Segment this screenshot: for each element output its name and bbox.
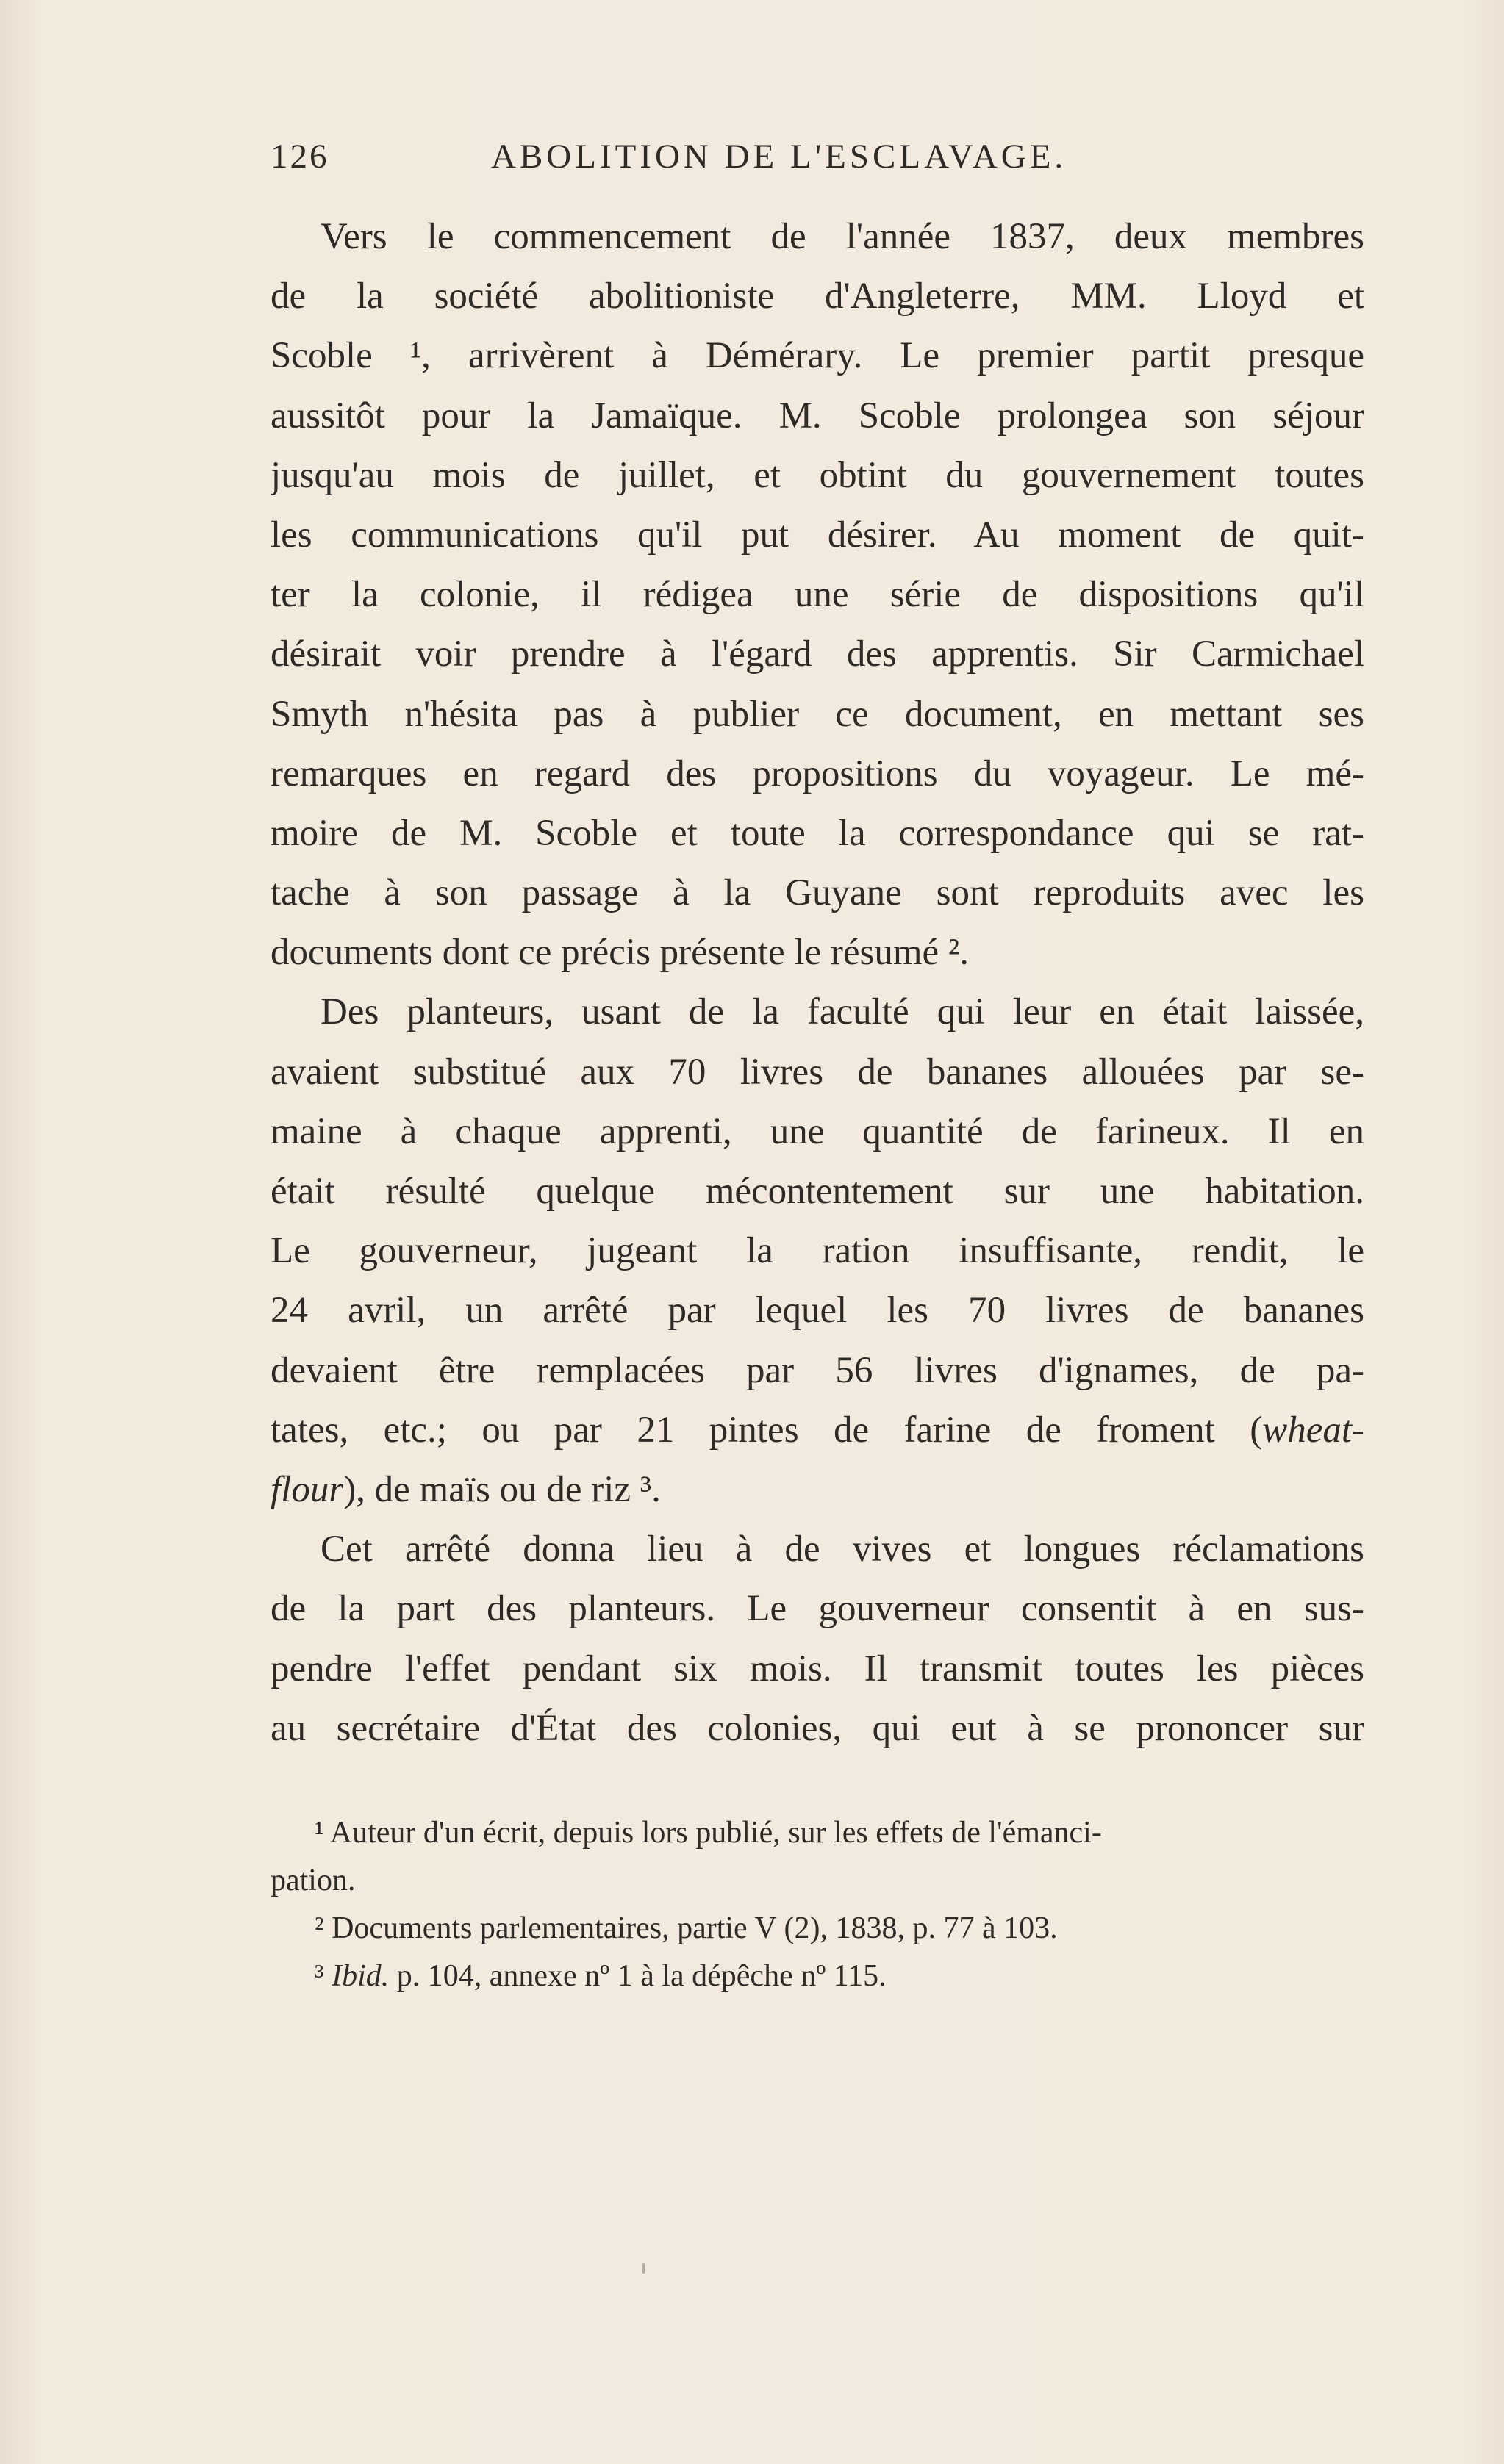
text-line: devaient être remplacées par 56 livres d'ignames, de pa- bbox=[271, 1349, 1364, 1391]
text-line-with-italic bbox=[271, 1401, 1364, 1460]
text-line: aussitôt pour la Jamaïque. M. Scoble prolongea son séjour bbox=[271, 395, 1364, 437]
text-segment: p. 104, annexe nº 1 à la dépêche nº 115. bbox=[389, 1959, 887, 1993]
text-line: Cet arrêté donna lieu à de vives et longues réclamations bbox=[321, 1529, 1364, 1570]
paper-speck bbox=[642, 2263, 645, 2274]
footnote-1: ¹ Auteur d'un écrit, depuis lors publié, sur les effets de l'émanci- bbox=[315, 1816, 1102, 1850]
text-line: jusqu'au mois de juillet, et obtint du gouvernement toutes bbox=[271, 454, 1364, 496]
text-line: au secrétaire d'État des colonies, qui eut à se prononcer sur bbox=[271, 1707, 1364, 1749]
text-line: remarques en regard des propositions du voyageur. Le mé- bbox=[271, 753, 1364, 794]
text-line: Smyth n'hésita pas à publier ce document, en mettant ses bbox=[271, 693, 1364, 735]
body-text bbox=[271, 207, 1364, 1759]
running-title: ABOLITION DE L'ESCLAVAGE. bbox=[491, 137, 1067, 176]
text-segment: tates, etc.; ou par 21 pintes de farine de froment ( bbox=[271, 1409, 1263, 1451]
text-line: de la société abolitioniste d'Angleterre, MM. Lloyd et bbox=[271, 276, 1364, 317]
text-line: pendre l'effet pendant six mois. Il transmit toutes les pièces bbox=[271, 1648, 1364, 1689]
text-line: Scoble ¹, arrivèrent à Démérary. Le premier partit presque bbox=[271, 335, 1364, 377]
text-line: maine à chaque apprenti, une quantité de farineux. Il en bbox=[271, 1110, 1364, 1152]
text-line: Des planteurs, usant de la faculté qui leur en était laissée, bbox=[321, 991, 1364, 1033]
text-line-with-italic bbox=[271, 1460, 1364, 1520]
text-line: de la part des planteurs. Le gouverneur consentit à en sus- bbox=[271, 1588, 1364, 1630]
text-line: ter la colonie, il rédigea une série de dispositions qu'il bbox=[271, 574, 1364, 616]
italic-term: flour bbox=[271, 1468, 344, 1510]
text-line: Le gouverneur, jugeant la ration insuffisante, rendit, le bbox=[271, 1230, 1364, 1272]
text-line: moire de M. Scoble et toute la correspondance qui se rat- bbox=[271, 812, 1364, 854]
text-line: tache à son passage à la Guyane sont reproduits avec les bbox=[271, 872, 1364, 914]
text-line: les communications qu'il put désirer. Au moment de quit- bbox=[271, 514, 1364, 556]
text-line: était résulté quelque mécontentement sur une habitation. bbox=[271, 1171, 1364, 1212]
italic-term: wheat- bbox=[1262, 1409, 1364, 1451]
italic-term: Ibid. bbox=[332, 1959, 390, 1993]
footnote-2: ² Documents parlementaires, partie V (2), 1838, p. 77 à 103. bbox=[315, 1911, 1058, 1945]
text-line: Vers le commencement de l'année 1837, deux membres bbox=[321, 216, 1364, 257]
footnote-1-continued: pation. bbox=[271, 1864, 356, 1897]
text-line: désirait voir prendre à l'égard des apprentis. Sir Carmichael bbox=[271, 633, 1364, 675]
text-line: avaient substitué aux 70 livres de bananes allouées par se- bbox=[271, 1051, 1364, 1093]
footnotes bbox=[271, 1809, 1364, 2000]
text-segment: ), de maïs ou de riz ³. bbox=[343, 1468, 661, 1510]
footnote-3 bbox=[271, 1953, 1364, 2000]
text-line: 24 avril, un arrêté par lequel les 70 livres de bananes bbox=[271, 1290, 1364, 1332]
page-number: 126 bbox=[271, 137, 329, 176]
running-head bbox=[271, 137, 1364, 188]
text-line: documents dont ce précis présente le résumé ². bbox=[271, 932, 969, 974]
footnote-marker: ³ bbox=[315, 1959, 332, 1993]
